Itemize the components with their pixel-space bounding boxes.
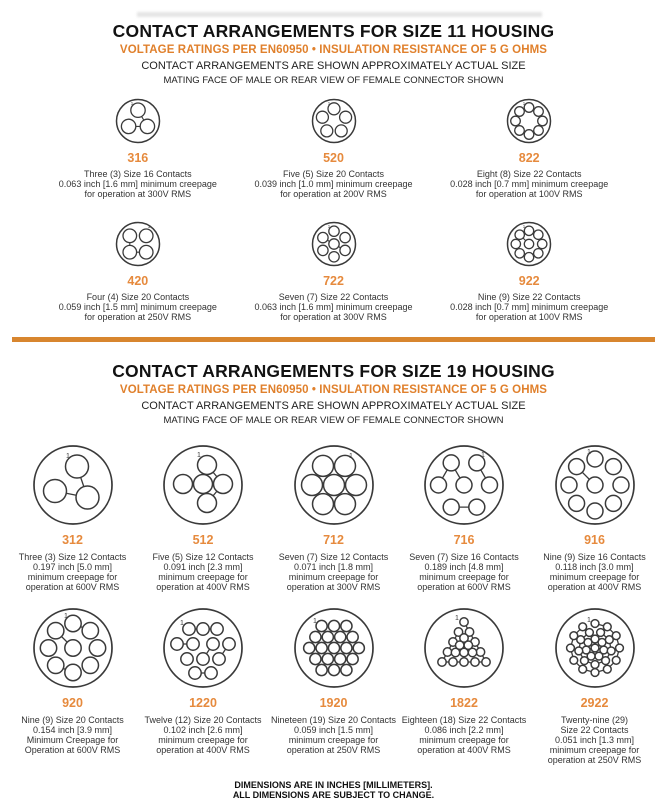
pin-1-marker: 1 [327,101,330,106]
contact-pin [339,233,349,243]
description-line: operation at 250V RMS [547,755,642,766]
description-line: minimum creepage for [27,572,118,583]
contact-pin [596,628,604,636]
contact-pin [591,660,599,668]
description-line: 0.063 inch [1.6 mm] minimum creepage [58,178,217,189]
contact-pin [515,126,525,136]
contact-pin [213,652,225,664]
contact-pin [471,657,479,665]
description-line: Three (3) Size 16 Contacts [84,169,192,179]
contact-pin [524,226,533,235]
part-number: 916 [584,532,605,547]
description-line: 0.039 inch [1.0 mm] minimum creepage [254,178,413,189]
contact-pin [214,474,233,493]
pin-1-marker: 1 [481,451,485,459]
description-line: 0.154 inch [3.9 mm] [32,724,113,735]
contact-pin [123,229,137,243]
pin-1-marker: 1 [65,452,70,460]
part-description [548,715,642,766]
voltage-ratings-subtitle: VOLTAGE RATINGS PER EN60950 • INSULATION RESISTANCE OF 5 G OHMS [119,44,548,56]
description-line: minimum creepage for [158,735,248,745]
contact-pin [121,119,135,133]
description-line: Eighteen (18) Size 22 Contacts [401,714,527,725]
part-description [59,170,217,199]
contact-pin [534,107,544,117]
pin-1-marker: 1 [348,452,353,460]
contact-pin [615,644,623,652]
contact-pin [603,665,611,673]
contact-pin [515,230,524,239]
pin-1-marker: 1 [197,451,201,459]
description-line: Twenty-nine (29) [560,714,629,725]
contact-pin [312,493,333,514]
contact-pin [339,246,349,256]
description-line: minimum creepage for [419,572,509,583]
description-line: Five (5) Size 20 Contacts [282,169,385,179]
contact-pin [456,641,464,649]
contact-pin [456,477,472,493]
contact-pin [591,619,599,627]
contact-arrangement-diagram [421,605,507,691]
part-card-1220 [139,605,268,766]
contact-pin [316,642,327,653]
contact-pin [569,631,577,639]
part-description [21,715,124,756]
contact-pin [582,646,590,654]
part-description [59,293,217,322]
contact-pin [140,119,154,133]
contact-arrangement-diagram [552,605,638,691]
actual-size-note: CONTACT ARRANGEMENTS ARE SHOWN APPROXIMATELY ACTUAL SIZE [141,60,526,72]
contact-pin [340,664,351,675]
connector-shell [116,223,159,266]
pin-1-marker: 1 [522,224,526,230]
part-card-922 [431,219,627,322]
description-line: Three (3) Size 12 Contacts [18,551,127,562]
contact-pin [205,666,217,678]
description-line: 0.059 inch [1.5 mm] [293,724,374,735]
part-card-316 [40,96,236,199]
contact-pin [335,125,347,137]
description-line: 0.197 inch [5.0 mm] [32,561,113,572]
contact-pin [431,477,447,493]
contact-pin [568,495,584,511]
part-number: 1220 [189,695,217,710]
contact-pin [328,642,339,653]
contact-arrangement-diagram [291,442,377,528]
pin-1-marker: 1 [63,612,68,620]
part-number: 722 [323,274,344,289]
contact-pin [443,647,451,655]
parts-row [0,219,667,322]
description-line: for operation at 300V RMS [280,311,387,322]
contact-pin [197,652,209,664]
contact-pin [334,631,345,642]
contact-pin [174,474,193,493]
part-card-722 [236,219,432,322]
contact-pin [47,657,63,673]
part-number: 1822 [450,695,478,710]
section-size-11-housing [0,0,667,323]
part-number: 716 [453,532,475,547]
contact-pin [76,486,99,509]
description-line: Seven (7) Size 16 Contacts [409,551,519,562]
contact-pin [534,126,544,136]
contact-pin [601,656,609,664]
contact-pin [328,239,338,249]
footer-dimensions-note: DIMENSIONS ARE IN INCHES [MILLIMETERS]. [234,779,433,790]
description-line: Nineteen (19) Size 20 Contacts [270,714,397,725]
part-number: 312 [62,532,83,547]
contact-pin [89,639,105,655]
contact-pin [443,455,459,471]
contact-pin [139,246,153,260]
contact-pin [566,644,574,652]
footer-subject-to-change-note: ALL DIMENSIONS ARE SUBJECT TO CHANGE. [232,790,435,801]
description-line: operation at 400V RMS [417,745,511,756]
contact-pin [322,631,333,642]
part-number: 822 [518,151,540,165]
description-line: 0.086 inch [2.2 mm] [424,724,504,735]
description-line: 0.091 inch [2.3 mm] [163,561,243,572]
contact-pin [612,631,620,639]
contact-pin [591,668,599,676]
contact-pin [515,107,525,117]
contact-arrangement-diagram [552,442,638,528]
part-description [543,552,646,593]
contact-pin [534,249,543,258]
contact-pin [524,103,534,113]
description-line: operation at 300V RMS [286,582,381,593]
contact-pin [591,644,599,652]
contact-pin [328,226,338,236]
part-number: 712 [323,532,344,547]
contact-pin [317,246,327,256]
description-line: minimum creepage for [288,572,379,583]
part-card-1920 [269,605,398,766]
description-line: operation at 400V RMS [156,582,250,593]
contact-pin [340,642,351,653]
contact-pin [561,477,577,493]
contact-pin [449,657,457,665]
part-number: 1920 [319,695,348,710]
contact-arrangement-diagram [309,219,359,269]
contact-pin [40,639,56,655]
description-line: Four (4) Size 20 Contacts [86,292,190,303]
section-size-19-housing [0,342,667,766]
contact-pin [303,642,314,653]
contact-pin [568,458,584,474]
part-description [254,170,412,199]
contact-pin [353,642,364,653]
contact-pin [189,666,201,678]
contact-pin [534,230,543,239]
contact-pin [123,246,137,260]
description-line: Seven (7) Size 22 Contacts [278,292,389,303]
contact-pin [171,637,183,649]
part-description [402,715,527,756]
contact-pin [574,647,582,655]
description-line: Nine (9) Size 16 Contacts [543,551,646,562]
description-line: 0.102 inch [2.6 mm] [163,724,243,735]
section-title: CONTACT ARRANGEMENTS FOR SIZE 19 HOUSING [112,360,555,381]
part-card-1822 [400,605,529,766]
contact-pin [223,637,235,649]
description-line: 0.051 inch [1.3 mm] [554,735,635,745]
voltage-ratings-subtitle: VOLTAGE RATINGS PER EN60950 • INSULATION RESISTANCE OF 5 G OHMS [119,383,548,396]
contact-pin [334,493,355,514]
contact-arrangement-diagram [504,96,554,146]
contact-pin [197,622,209,634]
description-line: for operation at 300V RMS [84,188,192,199]
part-number: 316 [127,151,149,165]
part-description [19,552,127,593]
contact-pin [612,656,620,664]
contact-pin [334,653,345,664]
contact-pin [587,503,603,519]
part-card-520 [236,96,432,199]
description-line: minimum creepage for [158,572,248,583]
contact-pin [469,499,485,515]
description-line: 0.063 inch [1.6 mm] minimum creepage [254,302,413,313]
contact-pin [580,656,588,664]
part-description [271,715,396,756]
parts-row [0,605,667,766]
contact-pin [524,253,533,262]
description-line: operation at 400V RMS [156,745,250,756]
actual-size-note: CONTACT ARRANGEMENTS ARE SHOWN APPROXIMATELY ACTUAL SIZE [141,399,526,412]
pin-1-marker: 1 [147,224,151,230]
contact-pin [605,458,621,474]
contact-pin [538,240,547,249]
description-line: 0.118 inch [3.0 mm] [555,561,634,572]
description-line: minimum creepage for [549,572,640,583]
contact-pin [443,499,459,515]
contact-arrangement-diagram [309,96,359,146]
contact-pin [207,637,219,649]
part-card-916 [530,442,659,593]
part-card-512 [139,442,268,593]
contact-pin [524,130,534,140]
contact-arrangement-diagram [160,442,246,528]
part-card-2922 [530,605,659,766]
contact-pin [347,631,358,642]
mating-face-note: MATING FACE OF MALE OR REAR VIEW OF FEMALE CONNECTOR SHOWN [163,414,504,426]
part-card-312 [8,442,137,593]
description-line: for operation at 250V RMS [84,311,192,322]
contact-pin [340,620,351,631]
part-description [279,552,389,593]
contact-pin [460,657,468,665]
contact-pin [47,622,63,638]
description-line: minimum creepage for [419,735,509,745]
description-line: Size 22 Contacts [560,724,629,735]
part-card-712 [269,442,398,593]
description-line: for operation at 100V RMS [475,188,583,199]
contact-pin [316,664,327,675]
part-number: 920 [62,695,83,710]
contact-pin [139,229,153,243]
contact-pin [569,656,577,664]
description-line: operation at 400V RMS [547,582,642,593]
contact-pin [317,233,327,243]
contact-pin [187,637,199,649]
contact-pin [82,622,98,638]
part-description [450,170,608,199]
part-description [152,552,253,593]
part-number: 922 [518,274,540,289]
pin-1-marker: 1 [180,619,184,627]
description-line: Twelve (12) Size 20 Contacts [144,714,262,725]
contact-pin [64,664,80,680]
contact-pin [309,653,320,664]
description-line: 0.071 inch [1.8 mm] [293,561,374,572]
contact-pin [607,647,615,655]
pin-1-marker: 1 [586,616,591,624]
contact-pin [64,639,80,655]
description-line: Five (5) Size 12 Contacts [152,551,254,562]
parts-row [0,442,667,593]
contact-pin [181,652,193,664]
contact-pin [603,622,611,630]
pin-1-marker: 1 [586,448,591,456]
contact-pin [339,111,351,123]
description-line: Nine (9) Size 22 Contacts [477,292,581,303]
contact-pin [82,657,98,673]
contact-arrangement-diagram [30,605,116,691]
contact-pin [511,240,520,249]
contact-pin [578,665,586,673]
contact-pin [511,116,521,126]
contact-pin [585,628,593,636]
contact-pin [211,622,223,634]
description-line: minimum creepage for [288,735,379,745]
description-line: operation at 600V RMS [417,582,511,593]
contact-arrangement-diagram [421,442,507,528]
part-number: 2922 [580,695,609,710]
description-line: Nine (9) Size 20 Contacts [21,714,124,725]
part-number: 520 [323,151,344,165]
contact-arrangement-diagram [113,219,163,269]
pin-1-marker: 1 [312,617,317,625]
contact-arrangement-diagram [30,442,116,528]
contact-pin [438,657,446,665]
contact-pin [322,653,333,664]
description-line: operation at 250V RMS [286,745,381,756]
contact-pin [328,620,339,631]
part-description [254,293,412,322]
part-card-420 [40,219,236,322]
contact-pin [613,477,629,493]
contact-pin [605,495,621,511]
contact-pin [482,477,498,493]
description-line: for operation at 200V RMS [280,188,387,199]
contact-pin [328,252,338,262]
contact-pin [524,240,533,249]
contact-pin [323,474,344,495]
contact-pin [476,647,484,655]
contact-pin [43,479,66,502]
contact-pin [587,477,603,493]
contact-pin [460,617,468,625]
part-description [409,552,519,593]
scan-artifact [137,12,542,17]
contact-pin [515,249,524,258]
description-line: Seven (7) Size 12 Contacts [278,551,389,562]
contact-arrangement-diagram [504,219,554,269]
mating-face-note: MATING FACE OF MALE OR REAR VIEW OF FEMALE CONNECTOR SHOWN [163,75,504,86]
section-header [0,342,667,426]
contact-pin [538,116,548,126]
contact-pin [312,455,333,476]
description-line: 0.028 inch [0.7 mm] minimum creepage [450,302,609,313]
description-line: operation at 600V RMS [25,582,120,593]
contact-pin [320,125,332,137]
description-line: Operation at 600V RMS [24,745,121,756]
part-card-920 [8,605,137,766]
contact-pin [309,631,320,642]
description-line: minimum creepage for [549,745,640,756]
contact-arrangement-diagram [160,605,246,691]
part-description [144,715,261,756]
contact-pin [316,620,327,631]
contact-pin [345,474,366,495]
contact-arrangement-diagram [113,96,163,146]
description-line: Eight (8) Size 22 Contacts [476,169,582,179]
parts-row [0,96,667,199]
part-card-716 [400,442,529,593]
contact-pin [301,474,322,495]
contact-pin [194,474,213,493]
part-card-822 [431,96,627,199]
contact-pin [468,648,476,656]
description-line: for operation at 100V RMS [475,311,583,322]
pin-1-marker: 1 [522,101,526,106]
contact-pin [183,622,195,634]
contact-pin [482,657,490,665]
description-line: 0.028 inch [0.7 mm] minimum creepage [450,178,609,189]
description-line: 0.059 inch [1.5 mm] minimum creepage [58,302,217,313]
part-number: 512 [192,532,214,547]
part-number: 420 [127,274,149,289]
contact-pin [328,664,339,675]
pin-1-marker: 1 [130,101,134,106]
pin-1-marker: 1 [455,614,459,622]
pin-1-marker: 1 [327,224,330,230]
page-footer [0,780,667,801]
section-title: CONTACT ARRANGEMENTS FOR SIZE 11 HOUSING [112,21,555,41]
contact-pin [578,622,586,630]
contact-arrangement-diagram [291,605,377,691]
description-line: 0.189 inch [4.8 mm] [424,561,504,572]
description-line: Minimum Creepage for [26,735,119,745]
contact-pin [347,653,358,664]
contact-pin [316,111,328,123]
part-description [450,293,608,322]
contact-pin [198,493,217,512]
